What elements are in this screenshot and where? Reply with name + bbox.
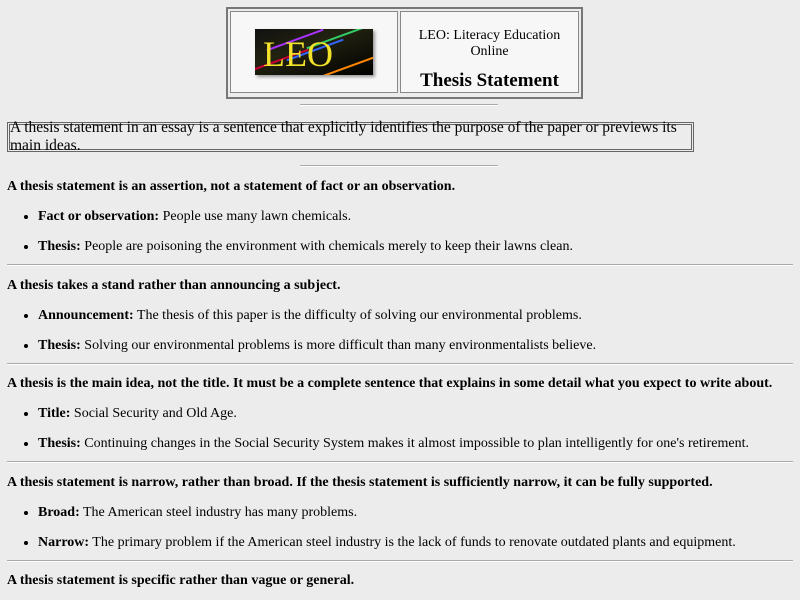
divider: [7, 461, 793, 463]
divider: [300, 165, 498, 167]
divider: [300, 104, 498, 106]
list-item: • Thesis: Continuing changes in the Social Security System makes it almost impossible to plan intelligently for one's retirement.: [38, 436, 797, 452]
divider: [7, 560, 793, 562]
section: [7, 376, 797, 452]
logo-cell: [230, 11, 398, 93]
section: [7, 278, 797, 354]
intro-box: A thesis statement in an essay is a sentence that explicitly identifies the purpose of the paper or previews its main ideas.: [7, 122, 694, 152]
section-heading: A thesis statement is an assertion, not a statement of fact or an observation.: [7, 179, 456, 194]
list-item: • Fact or observation: People use many lawn chemicals.: [38, 209, 797, 225]
header-table: [226, 7, 583, 99]
section-heading: A thesis statement is specific rather than vague or general.: [7, 573, 355, 588]
list-item: • Thesis: People are poisoning the environment with chemicals merely to keep their lawns clean.: [38, 239, 797, 255]
section-heading: A thesis is the main idea, not the title. It must be a complete sentence that explains in some detail what you expect to write about.: [7, 376, 773, 391]
site-name: LEO: Literacy Education Online: [418, 28, 561, 59]
section: [7, 179, 797, 255]
list-item: • Narrow: The primary problem if the American steel industry is the lack of funds to renovate outdated plants and equipment.: [38, 535, 797, 551]
logo-text: LEO: [263, 34, 333, 74]
divider: [7, 363, 793, 365]
section: [7, 475, 797, 551]
leo-logo[interactable]: [255, 29, 373, 75]
list-item: • Announcement: The thesis of this paper is the difficulty of solving our environmental problems.: [38, 308, 797, 324]
divider: [7, 264, 793, 266]
list-item: • Broad: The American steel industry has many problems.: [38, 505, 797, 521]
list-item: • Thesis: Solving our environmental problems is more difficult than many environmentalists believe.: [38, 338, 797, 354]
page-title: Thesis Statement: [420, 70, 559, 91]
section-heading: A thesis statement is narrow, rather than broad. If the thesis statement is sufficiently narrow, it can be fully supported.: [7, 475, 713, 490]
section: [7, 573, 797, 589]
section-heading: A thesis takes a stand rather than announcing a subject.: [7, 278, 341, 293]
title-cell: [400, 11, 579, 93]
list-item: • Title: Social Security and Old Age.: [38, 406, 797, 422]
